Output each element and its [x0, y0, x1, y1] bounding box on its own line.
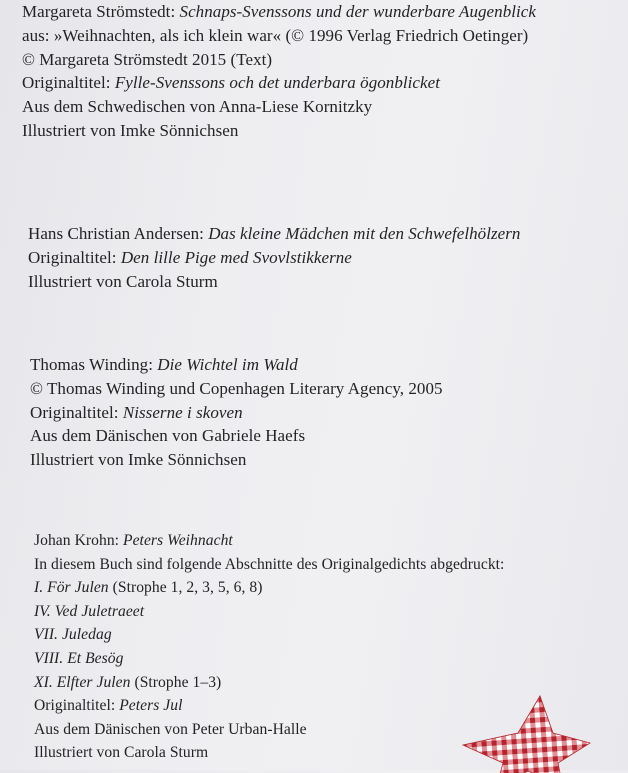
- italic-title-text: Fylle-Svenssons och det underbara ögonblicket: [114, 73, 440, 93]
- credit-text: Aus dem Dänischen von Peter Urban-Halle: [34, 720, 307, 738]
- credit-line: [22, 119, 536, 143]
- credit-line: [30, 448, 443, 472]
- credit-text: © Thomas Winding und Copenhagen Literary Agency, 2005: [30, 378, 443, 398]
- credit-line: [22, 71, 536, 95]
- italic-title-text: Nisserne i skoven: [122, 402, 243, 422]
- credit-line: [30, 401, 443, 425]
- credit-text: © Margareta Strömstedt 2015 (Text): [22, 49, 273, 69]
- credit-line: [22, 95, 536, 119]
- credit-line: [34, 694, 504, 718]
- credit-line: [34, 741, 504, 765]
- italic-title-text: Peters Weihnacht: [123, 532, 233, 549]
- italic-title-text: Das kleine Mädchen mit den Schwefelhölzern: [208, 224, 521, 243]
- credit-text: (Strophe 1, 2, 3, 5, 6, 8): [108, 579, 263, 597]
- italic-title-text: Den lille Pige med Svovlstikkerne: [120, 247, 352, 267]
- credit-line: [22, 24, 536, 48]
- credit-line: [30, 377, 443, 401]
- credit-text: Originaltitel:: [22, 73, 115, 93]
- credit-block-andersen: [28, 222, 520, 293]
- credit-line: [34, 647, 504, 671]
- credit-text: (Strophe 1–3): [130, 673, 222, 691]
- gingham-star-icon: [458, 693, 598, 773]
- credit-line: [22, 0, 536, 24]
- credit-text: Illustriert von Carola Sturm: [34, 744, 209, 762]
- credit-line: [34, 623, 504, 647]
- italic-title-text: XI. Elfter Julen: [34, 673, 131, 691]
- credit-line: [28, 246, 520, 270]
- credit-line: [30, 424, 443, 448]
- credit-text: Margareta Strömstedt:: [22, 2, 180, 21]
- credit-block-winding: [30, 353, 443, 472]
- credit-text: In diesem Buch sind folgende Abschnitte des Originalgedichts abgedruckt:: [34, 555, 505, 573]
- credit-text: Originaltitel:: [34, 697, 120, 715]
- credit-text: Aus dem Schwedischen von Anna-Liese Kornitzky: [22, 97, 373, 117]
- credit-line: [28, 222, 520, 246]
- italic-title-text: Schnaps-Svenssons und der wunderbare Augenblick: [179, 2, 536, 21]
- credit-text: Hans Christian Andersen:: [28, 224, 209, 243]
- credit-line: [22, 48, 536, 72]
- credit-line: [34, 718, 504, 742]
- credit-line: [30, 353, 443, 377]
- credit-text: Originaltitel:: [30, 402, 123, 422]
- credit-text: Johan Krohn:: [34, 532, 124, 549]
- credit-line: [34, 576, 504, 600]
- italic-title-text: VIII. Et Besög: [34, 649, 124, 667]
- italic-title-text: IV. Ved Juletraeet: [34, 602, 145, 620]
- credit-text: Illustriert von Imke Sönnichsen: [30, 450, 247, 470]
- credit-line: [34, 553, 504, 577]
- credit-text: Originaltitel:: [28, 247, 121, 267]
- italic-title-text: Peters Jul: [119, 697, 183, 715]
- credit-text: Illustriert von Imke Sönnichsen: [22, 120, 239, 140]
- credit-text: Illustriert von Carola Sturm: [28, 271, 218, 291]
- credit-text: Thomas Winding:: [30, 355, 158, 374]
- credit-line: [34, 671, 504, 695]
- credit-text: aus: »Weihnachten, als ich klein war« (© 1996 Verlag Friedrich Oetinger): [22, 25, 529, 45]
- credit-block-stroemstedt: [22, 0, 536, 143]
- italic-title-text: VII. Juledag: [34, 626, 112, 644]
- credit-line: [28, 270, 520, 294]
- credit-text: Aus dem Dänischen von Gabriele Haefs: [30, 426, 306, 446]
- credit-line: [34, 529, 504, 553]
- italic-title-text: Die Wichtel im Wald: [157, 355, 298, 374]
- credit-line: [34, 600, 504, 624]
- credit-block-krohn: [34, 529, 504, 765]
- italic-title-text: I. För Julen: [34, 579, 109, 597]
